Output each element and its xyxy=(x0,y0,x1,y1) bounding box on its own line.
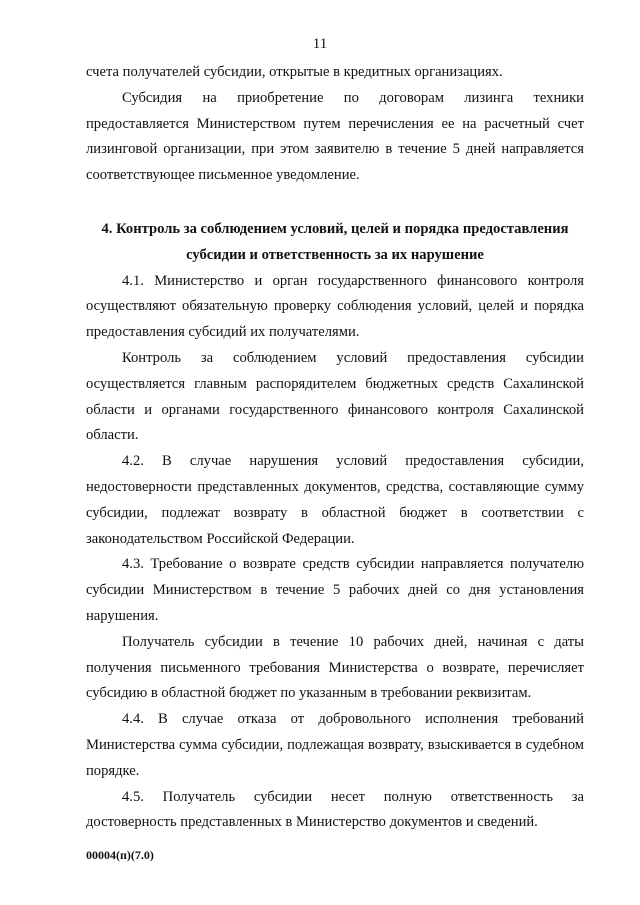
paragraph-control: Контроль за соблюдением условий предоставления субсидии осуществляется главным распорядителем бюджетных средств Сахалинской области и органами государственного финансового контроля Сахалинской области. xyxy=(86,349,584,444)
paragraph-continuation: счета получателей субсидии, открытые в кредитных организациях. xyxy=(86,64,503,80)
page-number: 11 xyxy=(312,36,328,52)
paragraph-4-1: 4.1. Министерство и орган государственного финансового контроля осуществляют обязательную проверку соблюдения условий, целей и порядка предоставления субсидий их получателями. xyxy=(86,272,584,341)
section-heading: 4. Контроль за соблюдением условий, целей и порядка предоставления субсидии и ответственность за их нарушение xyxy=(101,220,569,263)
paragraph-4-5: 4.5. Получатель субсидии несет полную ответственность за достоверность представленных в Министерство документов и сведений. xyxy=(86,788,584,831)
document-body xyxy=(86,60,584,836)
paragraph-4-4: 4.4. В случае отказа от добровольного исполнения требований Министерства сумма субсидии, подлежащая возврату, взыскивается в судебном порядке. xyxy=(86,711,584,779)
paragraph-4-3: 4.3. Требование о возврате средств субсидии направляется получателю субсидии Министерством в течение 5 рабочих дней со дня установления нарушения. xyxy=(86,556,584,624)
paragraph-leasing-subsidy: Субсидия на приобретение по договорам лизинга техники предоставляется Министерством путем перечисления ее на расчетный счет лизинговой организации, при этом заявителю в течение 5 дней направляется соответствующее письменное уведомление. xyxy=(86,89,584,184)
paragraph-4-2: 4.2. В случае нарушения условий предоставления субсидии, недостоверности представленных документов, средства, составляющие сумму субсидии, подлежат возврату в областной бюджет в соответствии с законодательством Российской Федерации. xyxy=(86,453,584,547)
paragraph-recipient-return: Получатель субсидии в течение 10 рабочих дней, начиная с даты получения письменного требования Министерства о возврате, перечисляет субсидию в областной бюджет по указанным в требовании реквизитам. xyxy=(86,633,584,702)
document-code: 00004(п)(7.0) xyxy=(86,848,154,862)
